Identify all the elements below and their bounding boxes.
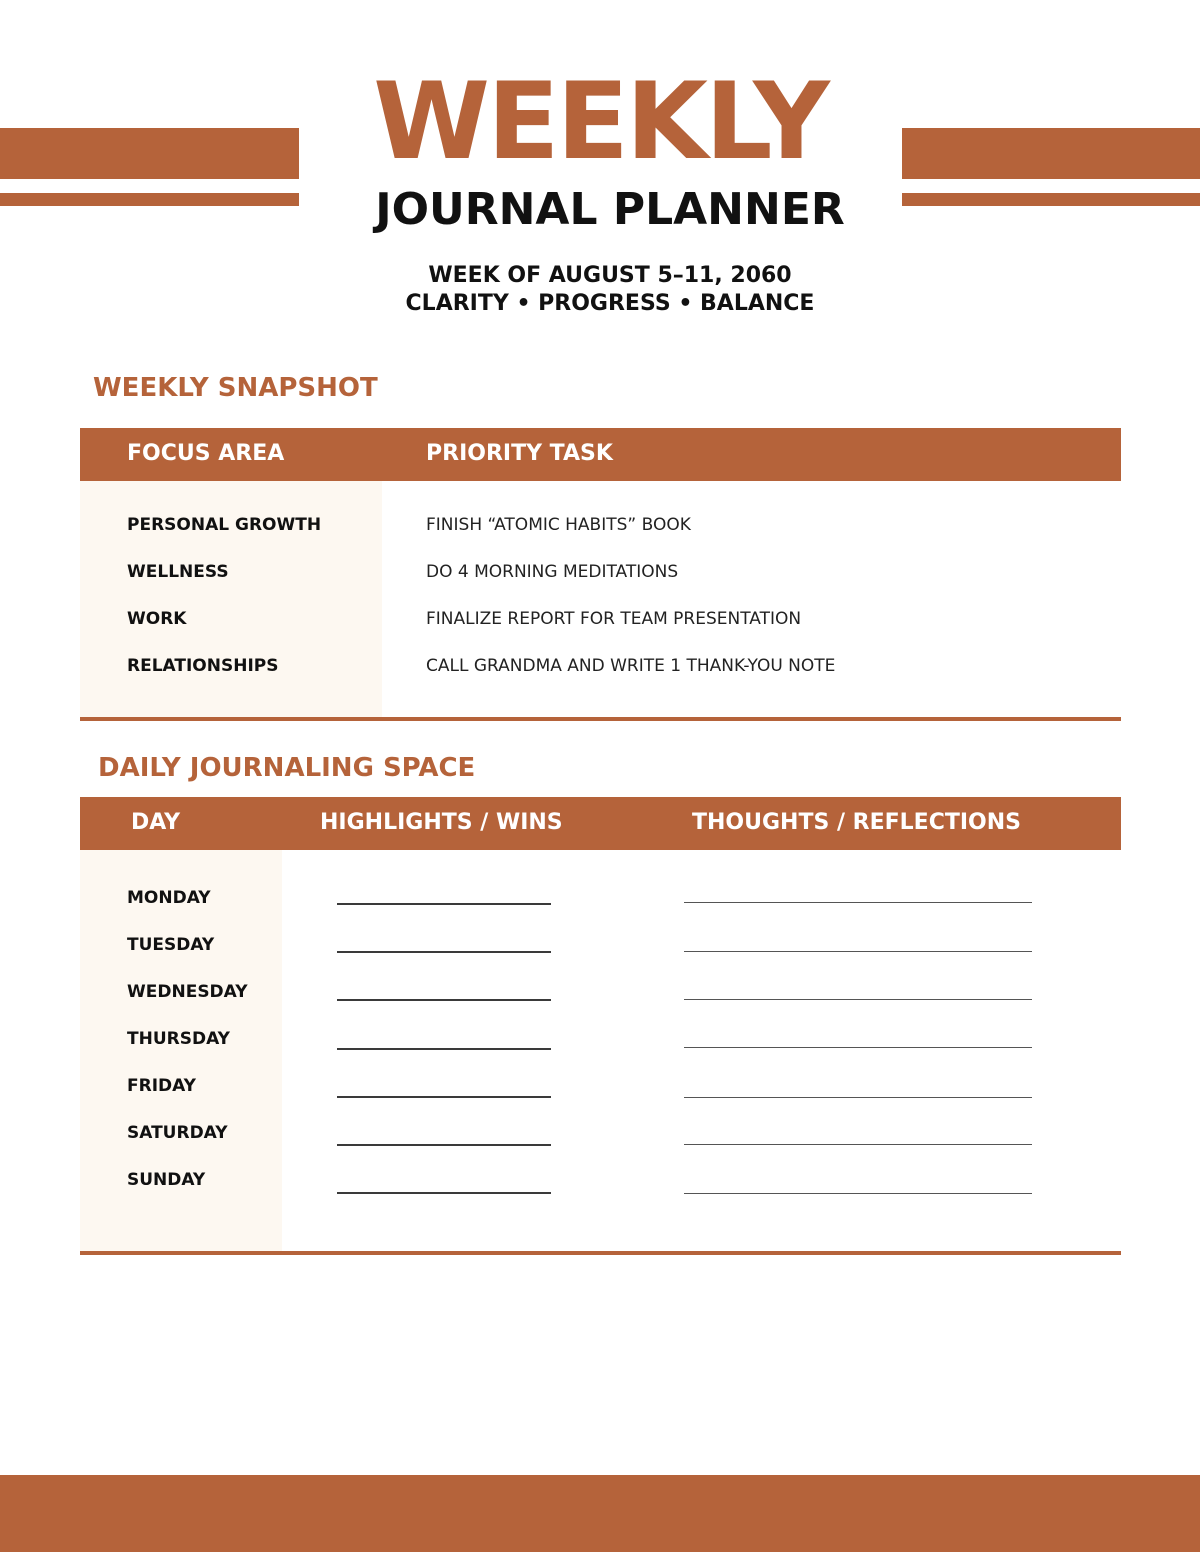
column-header-priority-task: PRIORITY TASK bbox=[426, 441, 613, 466]
focus-area-label: WELLNESS bbox=[127, 562, 229, 582]
focus-area-label: PERSONAL GROWTH bbox=[127, 515, 322, 535]
thoughts-entry-line[interactable] bbox=[684, 1097, 1032, 1098]
thoughts-entry-line[interactable] bbox=[684, 902, 1032, 903]
page-subtitle: JOURNAL PLANNER bbox=[375, 184, 845, 235]
focus-area-label: WORK bbox=[127, 609, 187, 629]
priority-task-text: FINISH “ATOMIC HABITS” BOOK bbox=[426, 515, 691, 535]
page-title: WEEKLY bbox=[373, 60, 827, 183]
snapshot-title: WEEKLY SNAPSHOT bbox=[93, 373, 378, 403]
snapshot-table-header bbox=[80, 428, 1121, 481]
highlights-entry-line[interactable] bbox=[337, 1192, 551, 1194]
thoughts-entry-line[interactable] bbox=[684, 999, 1032, 1000]
column-header-day: DAY bbox=[131, 810, 181, 835]
thoughts-entry-line[interactable] bbox=[684, 1144, 1032, 1145]
day-label: WEDNESDAY bbox=[127, 982, 248, 1002]
highlights-entry-line[interactable] bbox=[337, 951, 551, 953]
day-label: SUNDAY bbox=[127, 1170, 206, 1190]
journal-table-header bbox=[80, 797, 1121, 850]
priority-task-text: DO 4 MORNING MEDITATIONS bbox=[426, 562, 679, 582]
day-label: SATURDAY bbox=[127, 1123, 228, 1143]
day-label: TUESDAY bbox=[127, 935, 215, 955]
footer-bar bbox=[0, 1475, 1200, 1552]
column-header-thoughts: THOUGHTS / REFLECTIONS bbox=[692, 810, 1022, 835]
journal-bottom-rule bbox=[80, 1251, 1121, 1255]
day-label: THURSDAY bbox=[127, 1029, 230, 1049]
highlights-entry-line[interactable] bbox=[337, 999, 551, 1001]
thoughts-entry-line[interactable] bbox=[684, 1047, 1032, 1048]
day-label: FRIDAY bbox=[127, 1076, 196, 1096]
priority-task-text: CALL GRANDMA AND WRITE 1 THANK-YOU NOTE bbox=[426, 656, 836, 676]
column-header-focus-area: FOCUS AREA bbox=[127, 441, 285, 466]
thoughts-entry-line[interactable] bbox=[684, 951, 1032, 952]
highlights-entry-line[interactable] bbox=[337, 1048, 551, 1050]
highlights-entry-line[interactable] bbox=[337, 1144, 551, 1146]
highlights-entry-line[interactable] bbox=[337, 1096, 551, 1098]
priority-task-text: FINALIZE REPORT FOR TEAM PRESENTATION bbox=[426, 609, 802, 629]
highlights-entry-line[interactable] bbox=[337, 903, 551, 905]
journal-title: DAILY JOURNALING SPACE bbox=[98, 753, 476, 783]
thoughts-entry-line[interactable] bbox=[684, 1193, 1032, 1194]
column-header-highlights: HIGHLIGHTS / WINS bbox=[320, 810, 563, 835]
tagline: CLARITY • PROGRESS • BALANCE bbox=[405, 291, 815, 316]
snapshot-bottom-rule bbox=[80, 717, 1121, 721]
week-range: WEEK OF AUGUST 5–11, 2060 bbox=[428, 263, 792, 288]
focus-area-label: RELATIONSHIPS bbox=[127, 656, 279, 676]
day-label: MONDAY bbox=[127, 888, 211, 908]
